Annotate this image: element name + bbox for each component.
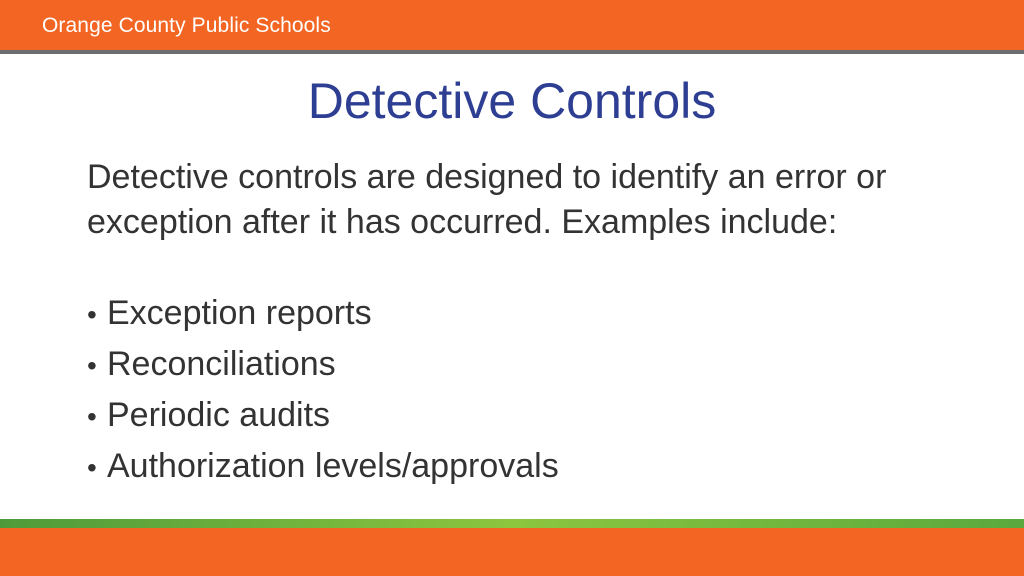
org-name: Orange County Public Schools <box>42 14 331 37</box>
bullet-text: Exception reports <box>107 294 372 332</box>
bullet-text: Authorization levels/approvals <box>107 447 559 485</box>
bullet-item <box>87 290 937 341</box>
footer-band <box>0 528 1024 576</box>
bullet-list <box>87 290 937 494</box>
bullet-item <box>87 443 937 494</box>
bullet-item <box>87 392 937 443</box>
header-divider <box>0 50 1024 54</box>
bullet-icon: • <box>87 350 97 381</box>
bullet-icon: • <box>87 452 97 483</box>
footer-accent-stripe <box>0 519 1024 528</box>
bullet-text: Reconciliations <box>107 345 336 383</box>
bullet-item <box>87 341 937 392</box>
header-band <box>0 0 1024 50</box>
slide-title: Detective Controls <box>307 73 717 129</box>
bullet-icon: • <box>87 299 97 330</box>
intro-paragraph: Detective controls are designed to identify an error or exception after it has occurred. Examples include: <box>87 158 887 241</box>
bullet-text: Periodic audits <box>107 396 331 434</box>
bullet-icon: • <box>87 401 97 432</box>
